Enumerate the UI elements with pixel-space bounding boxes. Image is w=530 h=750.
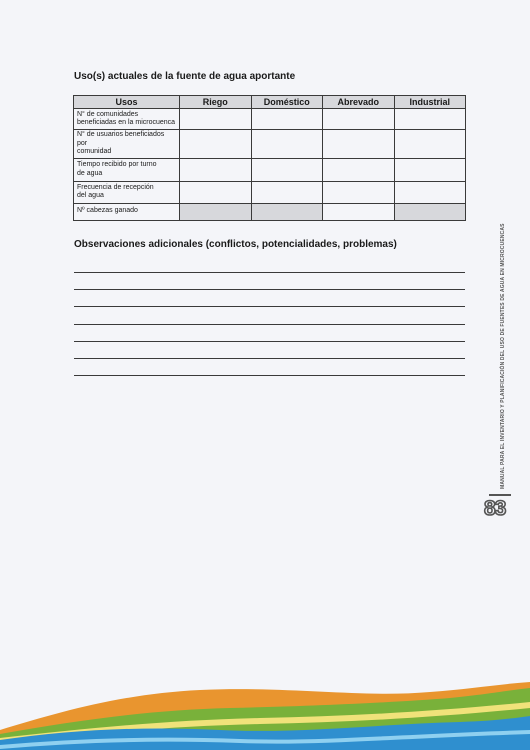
table-cell[interactable] — [323, 130, 395, 159]
table-cell[interactable] — [394, 109, 466, 130]
table-cell-shaded — [180, 203, 252, 220]
header-abrevado: Abrevado — [323, 96, 395, 109]
writing-line[interactable] — [74, 341, 465, 342]
table-row — [74, 181, 466, 203]
page-number: 83 — [484, 497, 506, 520]
table-row — [74, 130, 466, 159]
uses-table — [73, 95, 466, 221]
table-cell[interactable] — [323, 158, 395, 181]
header-domestico: Doméstico — [251, 96, 323, 109]
row-label-line: N° de usuarios beneficiados por — [77, 131, 165, 147]
header-usos: Usos — [74, 96, 180, 109]
header-industrial: Industrial — [394, 96, 466, 109]
row-label-line: Tiempo recibido por turno — [77, 161, 157, 168]
row-label-line: beneficiadas en la microcuenca — [77, 119, 176, 126]
page-number-divider — [489, 494, 511, 496]
writing-line[interactable] — [74, 375, 465, 376]
row-label — [74, 203, 180, 220]
table-row — [74, 109, 466, 130]
table-cell[interactable] — [323, 181, 395, 203]
writing-line[interactable] — [74, 358, 465, 359]
side-manual-title: MANUAL PARA EL INVENTARIO Y PLANIFICACIÓN DEL USO DE FUENTES DE AGUA EN MICROCUENCAS — [500, 223, 506, 489]
landscape-waves-illustration — [0, 672, 530, 750]
header-riego: Riego — [180, 96, 252, 109]
row-label-line: N° de comunidades — [77, 110, 139, 118]
table-cell[interactable] — [323, 203, 395, 220]
row-label-line: comunidad — [77, 148, 112, 155]
table-cell[interactable] — [394, 130, 466, 159]
table-cell[interactable] — [180, 109, 252, 130]
table-cell[interactable] — [180, 130, 252, 159]
table-cell-shaded — [251, 203, 323, 220]
row-label-line: del agua — [77, 192, 104, 199]
row-label-line: Frecuencia de recepción — [77, 183, 154, 191]
table-cell[interactable] — [394, 158, 466, 181]
table-row — [74, 158, 466, 181]
row-label — [74, 158, 180, 181]
table-header-row — [74, 96, 466, 109]
row-label-line: Nº cabezas ganado — [77, 207, 138, 215]
table-cell[interactable] — [251, 109, 323, 130]
table-row — [74, 203, 466, 220]
table-cell[interactable] — [180, 181, 252, 203]
table-cell[interactable] — [394, 181, 466, 203]
table-cell[interactable] — [323, 109, 395, 130]
row-label — [74, 130, 180, 159]
uses-section-title: Uso(s) actuales de la fuente de agua aportante — [74, 71, 296, 82]
table-cell[interactable] — [251, 181, 323, 203]
table-cell[interactable] — [251, 130, 323, 159]
writing-line[interactable] — [74, 306, 465, 307]
writing-line[interactable] — [74, 324, 465, 325]
row-label — [74, 109, 180, 130]
row-label — [74, 181, 180, 203]
observations-section-title: Observaciones adicionales (conflictos, potencialidades, problemas) — [74, 239, 397, 250]
writing-line[interactable] — [74, 289, 465, 290]
table-cell[interactable] — [251, 158, 323, 181]
writing-line[interactable] — [74, 272, 465, 273]
table-cell-shaded — [394, 203, 466, 220]
table-cell[interactable] — [180, 158, 252, 181]
row-label-line: de agua — [77, 169, 103, 177]
observations-lines[interactable] — [74, 272, 465, 392]
